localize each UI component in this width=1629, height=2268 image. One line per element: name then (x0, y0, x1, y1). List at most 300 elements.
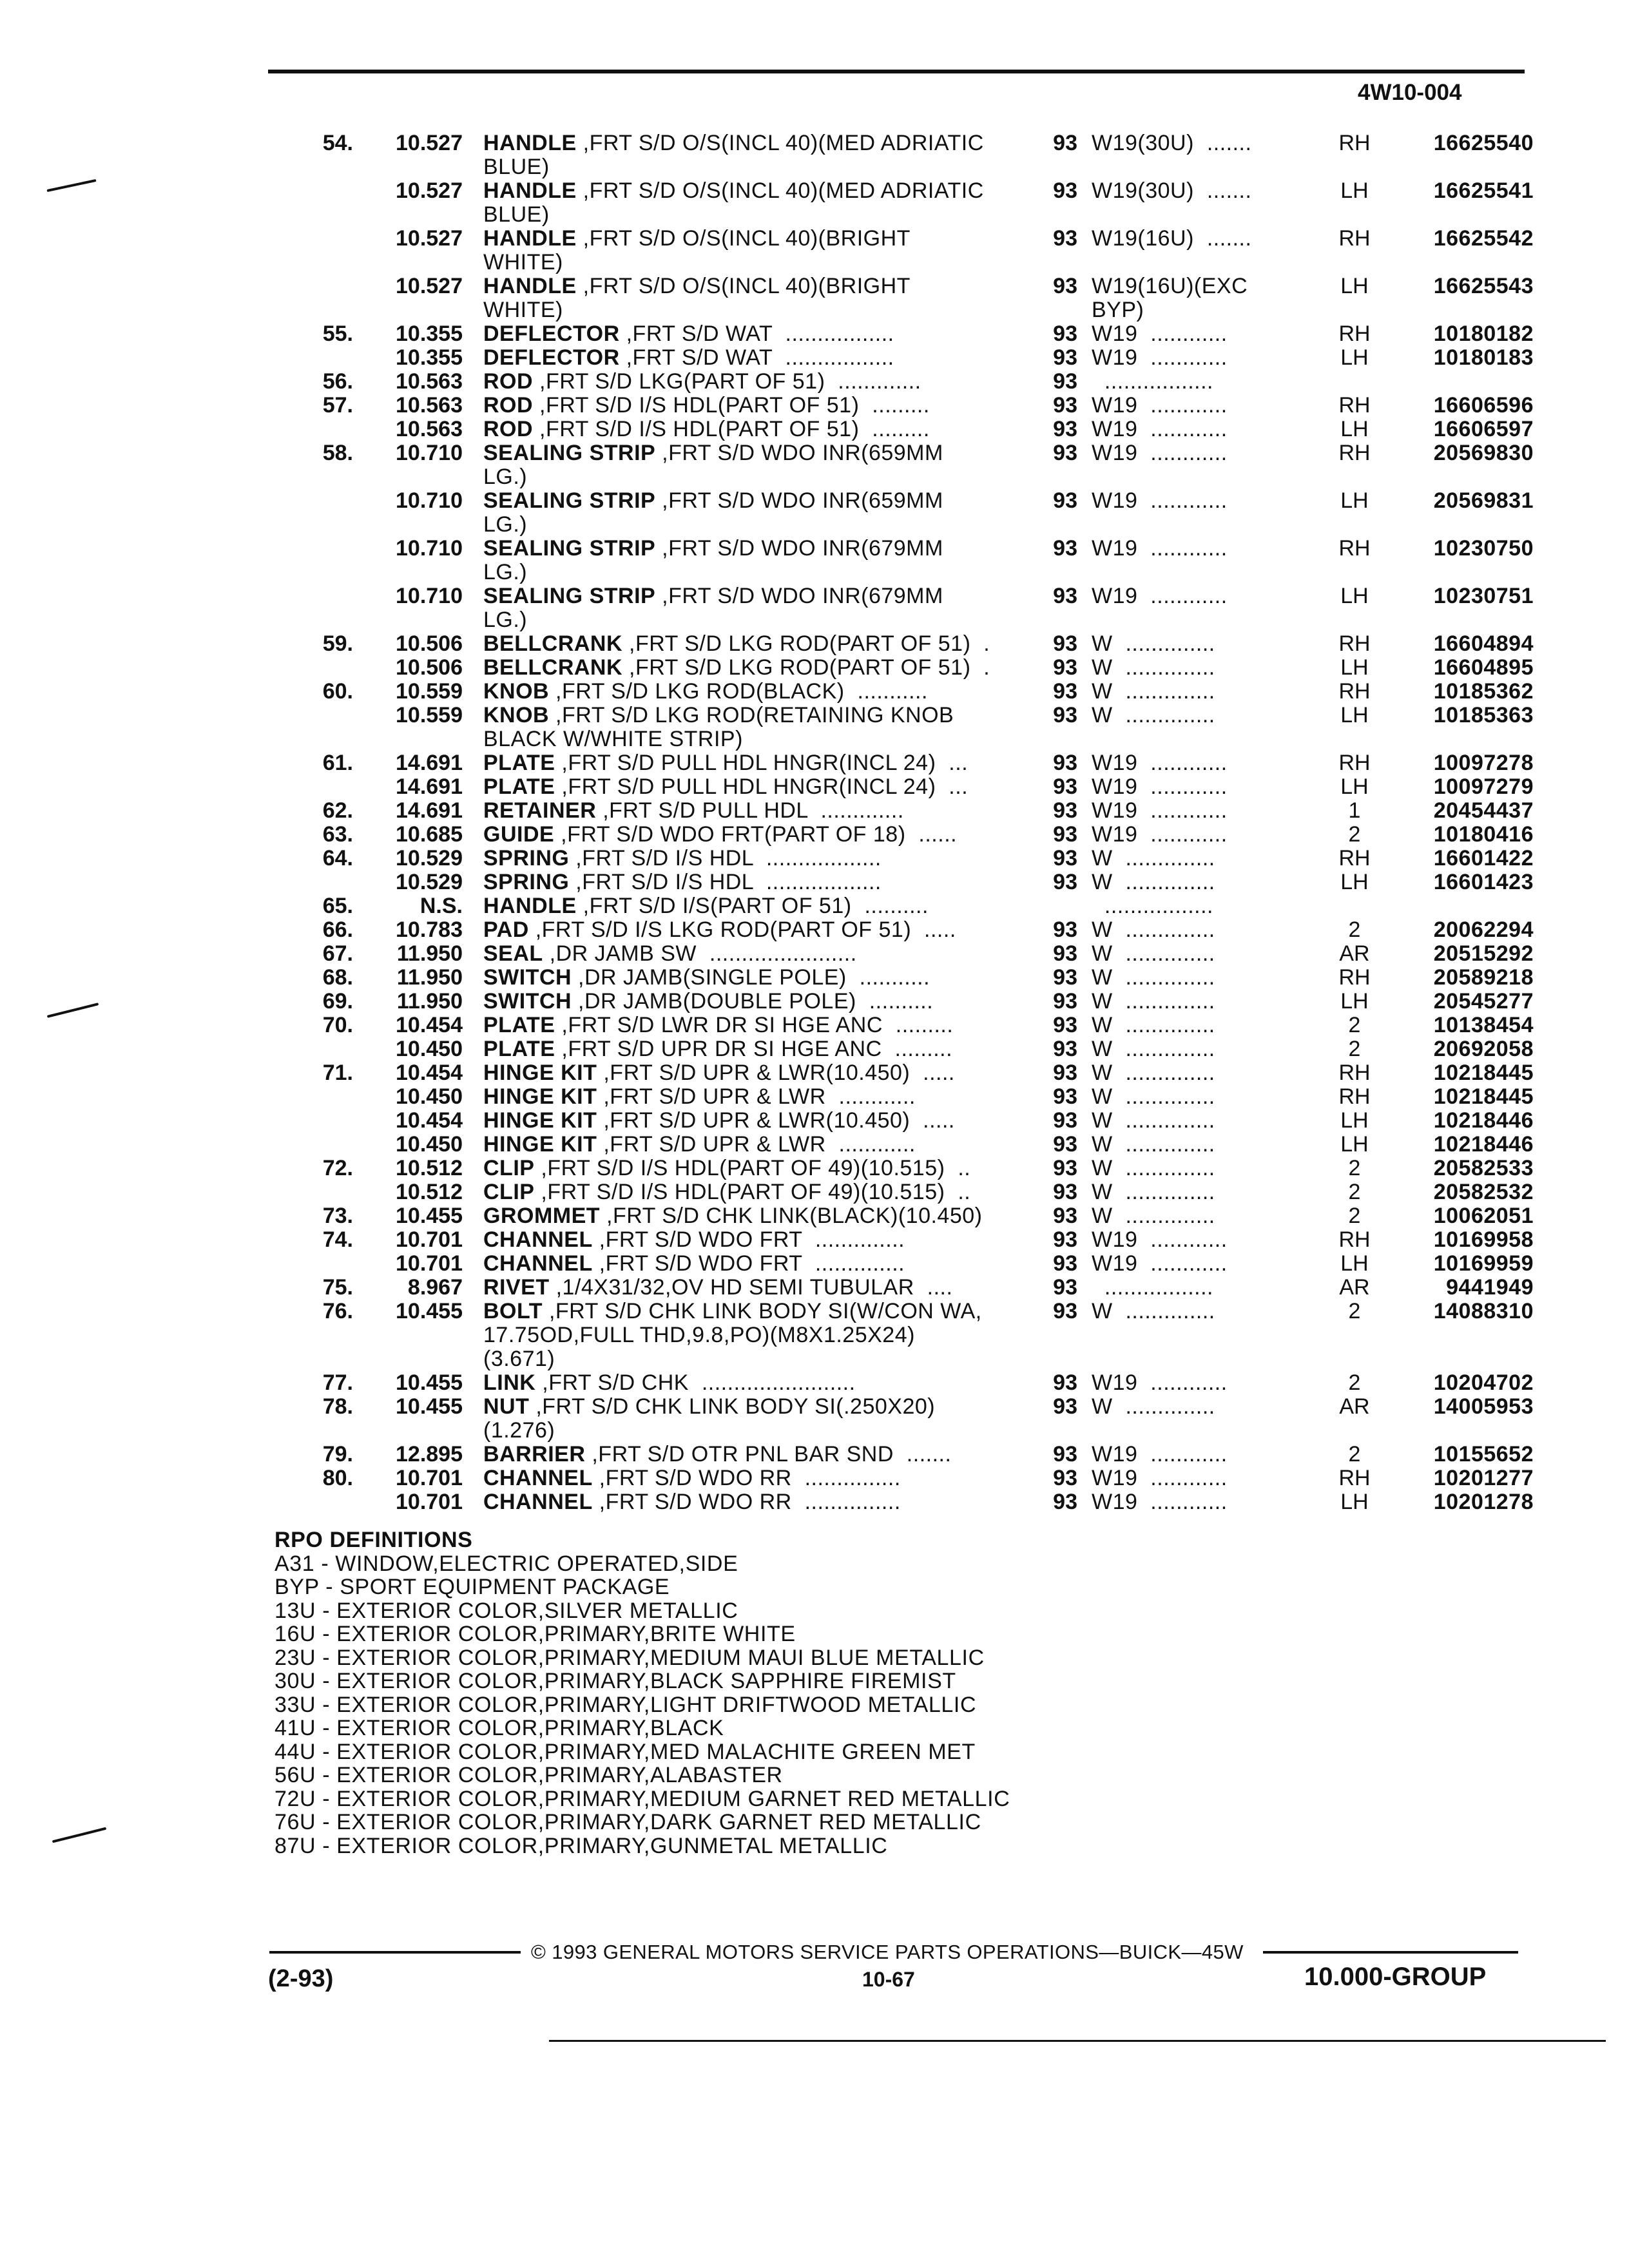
part-detail: ,FRT S/D WDO INR(679MM LG.) (483, 584, 943, 632)
model-year: 93 (1053, 965, 1077, 990)
part-name: BELLCRANK (483, 655, 623, 680)
page-code: 4W10-004 (1358, 80, 1462, 105)
option-code: W19 ............ (1092, 393, 1228, 418)
model-year: 93 (1053, 417, 1077, 441)
part-description (483, 418, 1018, 441)
part-name: SWITCH (483, 989, 572, 1014)
option-code: W .............. (1092, 1013, 1215, 1037)
part-number: 10230751 (1433, 584, 1534, 608)
part-number: 20515292 (1433, 941, 1534, 966)
part-row (258, 1395, 1534, 1443)
part-detail: ,FRT S/D I/S HDL(PART OF 49)(10.515) .. (534, 1180, 971, 1204)
part-name: HANDLE (483, 131, 577, 155)
option-code: W19 ............ (1092, 1490, 1228, 1514)
part-detail: ,FRT S/D WDO FRT(PART OF 18) ...... (554, 822, 958, 847)
option-code: W19(16U)(EXC BYP) (1092, 274, 1248, 322)
part-row (258, 370, 1534, 394)
part-number: 10204702 (1433, 1370, 1534, 1395)
part-name: BARRIER (483, 1442, 586, 1466)
option-code: W .............. (1092, 1037, 1215, 1061)
model-year: 93 (1053, 822, 1077, 847)
quantity-side: RH (1338, 846, 1371, 870)
part-row (258, 394, 1534, 418)
option-code: W19 ............ (1092, 1251, 1228, 1276)
part-description (483, 704, 1018, 751)
part-name: KNOB (483, 679, 550, 704)
fig-number: 79. (322, 1442, 353, 1466)
footer-rule-right (1263, 1951, 1518, 1954)
option-code: W19 ............ (1092, 584, 1228, 608)
part-row (258, 656, 1534, 680)
part-name: ROD (483, 393, 534, 418)
rpo-item: BYP - SPORT EQUIPMENT PACKAGE (275, 1575, 670, 1599)
group-number: 10.701 (396, 1490, 463, 1514)
quantity-side: RH (1338, 751, 1371, 775)
part-description (483, 370, 1018, 394)
part-name: PAD (483, 918, 529, 942)
rpo-item: 44U - EXTERIOR COLOR,PRIMARY,MED MALACHITE GREEN MET (275, 1739, 976, 1764)
part-detail: ,FRT S/D CHK LINK BODY SI(.250X20) (1.276) (483, 1394, 936, 1443)
quantity-side: 2 (1348, 1442, 1361, 1466)
fig-number: 58. (322, 441, 353, 465)
model-year: 93 (1053, 584, 1077, 608)
model-year: 93 (1053, 274, 1077, 298)
part-name: KNOB (483, 703, 550, 727)
part-detail: ,FRT S/D CHK LINK(BLACK)(10.450) (600, 1204, 983, 1228)
part-description (483, 179, 1018, 227)
part-detail: ,FRT S/D WAT ................. (619, 322, 894, 346)
rpo-item: A31 - WINDOW,ELECTRIC OPERATED,SIDE (275, 1551, 738, 1576)
fig-number: 77. (322, 1370, 353, 1395)
rpo-item: 87U - EXTERIOR COLOR,PRIMARY,GUNMETAL METALLIC (275, 1833, 888, 1858)
quantity-side: RH (1338, 226, 1371, 251)
part-name: HINGE KIT (483, 1132, 597, 1157)
group-number: 12.895 (396, 1442, 463, 1466)
quantity-side: AR (1339, 1275, 1370, 1300)
quantity-side: LH (1340, 345, 1369, 370)
part-row (258, 274, 1534, 322)
part-detail: ,FRT S/D O/S(INCL 40)(BRIGHT WHITE) (483, 274, 911, 322)
part-name: DEFLECTOR (483, 345, 620, 370)
part-number: 14005953 (1433, 1394, 1534, 1419)
option-code: W .............. (1092, 1394, 1215, 1419)
part-row (258, 441, 1534, 489)
group-number: 8.967 (407, 1275, 463, 1300)
model-year: 93 (1053, 846, 1077, 870)
fig-number: 63. (322, 822, 353, 847)
group-number: 11.950 (396, 965, 463, 990)
option-code: W19 ............ (1092, 488, 1228, 513)
part-description (483, 799, 1018, 823)
group-number: 10.527 (396, 131, 463, 155)
option-code: W .............. (1092, 1084, 1215, 1109)
part-detail: ,FRT S/D O/S(INCL 40)(MED ADRIATIC BLUE) (483, 131, 984, 179)
quantity-side: RH (1338, 1227, 1371, 1252)
group-number: 10.701 (396, 1466, 463, 1490)
part-row (258, 847, 1534, 870)
part-number: 16606597 (1433, 417, 1534, 441)
fig-number: 65. (322, 894, 353, 918)
date-code: (2-93) (268, 1965, 334, 1992)
part-row (258, 966, 1534, 990)
quantity-side: AR (1339, 1394, 1370, 1419)
model-year: 93 (1053, 679, 1077, 704)
part-description (483, 274, 1018, 322)
model-year: 93 (1053, 918, 1077, 942)
model-year: 93 (1053, 393, 1077, 418)
part-description (483, 656, 1018, 680)
part-number: 10062051 (1433, 1204, 1534, 1228)
option-code: W19 ............ (1092, 441, 1228, 465)
rpo-item: 30U - EXTERIOR COLOR,PRIMARY,BLACK SAPPHIRE FIREMIST (275, 1669, 956, 1693)
part-row (258, 1443, 1534, 1466)
rpo-item: 23U - EXTERIOR COLOR,PRIMARY,MEDIUM MAUI BLUE METALLIC (275, 1645, 985, 1670)
part-description (483, 870, 1018, 894)
fig-number: 67. (322, 941, 353, 966)
fig-number: 68. (322, 965, 353, 990)
part-row (258, 1109, 1534, 1133)
part-row (258, 1371, 1534, 1395)
fig-number: 74. (322, 1227, 353, 1252)
option-code: W19 ............ (1092, 1370, 1228, 1395)
part-name: BELLCRANK (483, 631, 623, 656)
part-description (483, 584, 1018, 632)
part-row (258, 775, 1534, 799)
option-code: ................. (1092, 369, 1213, 394)
part-name: SWITCH (483, 965, 572, 990)
model-year: 93 (1053, 1180, 1077, 1204)
part-number: 14088310 (1433, 1299, 1534, 1323)
part-row (258, 680, 1534, 704)
model-year: 93 (1053, 1132, 1077, 1157)
part-description (483, 1180, 1018, 1204)
part-name: BOLT (483, 1299, 543, 1323)
part-row (258, 179, 1534, 227)
quantity-side: 2 (1348, 1180, 1361, 1204)
option-code: W19 ............ (1092, 822, 1228, 847)
part-row (258, 1276, 1534, 1300)
rpo-item: 76U - EXTERIOR COLOR,PRIMARY,DARK GARNET RED METALLIC (275, 1810, 981, 1834)
model-year: 93 (1053, 1490, 1077, 1514)
quantity-side: RH (1338, 536, 1371, 561)
part-detail: ,FRT S/D UPR & LWR(10.450) ..... (597, 1108, 955, 1133)
part-name: CHANNEL (483, 1227, 593, 1252)
option-code: W19 ............ (1092, 751, 1228, 775)
part-number: 20454437 (1433, 798, 1534, 823)
group-number: 10.710 (396, 488, 463, 513)
fig-number: 71. (322, 1061, 353, 1085)
part-row (258, 1157, 1534, 1180)
fig-number: 59. (322, 631, 353, 656)
part-number: 10097278 (1433, 751, 1534, 775)
part-number: 20582532 (1433, 1180, 1534, 1204)
group-number: 10.455 (396, 1370, 463, 1395)
model-year: 93 (1053, 751, 1077, 775)
option-code: W .............. (1092, 941, 1215, 966)
option-code: W19 ............ (1092, 1466, 1228, 1490)
quantity-side: RH (1338, 393, 1371, 418)
part-number: 20062294 (1433, 918, 1534, 942)
model-year: 93 (1053, 631, 1077, 656)
part-name: SPRING (483, 870, 570, 894)
part-description (483, 537, 1018, 584)
part-row (258, 799, 1534, 823)
group-number: 10.710 (396, 584, 463, 608)
part-row (258, 1061, 1534, 1085)
rpo-item: 16U - EXTERIOR COLOR,PRIMARY,BRITE WHITE (275, 1622, 796, 1646)
part-description (483, 1252, 1018, 1276)
option-code: W19 ............ (1092, 774, 1228, 799)
quantity-side: 2 (1348, 1204, 1361, 1228)
part-detail: ,FRT S/D WDO FRT .............. (592, 1227, 905, 1252)
footer-rule-left (269, 1951, 521, 1954)
part-number: 16625542 (1433, 226, 1534, 251)
option-code: W .............. (1092, 1299, 1215, 1323)
part-number: 9441949 (1446, 1275, 1534, 1300)
option-code: W .............. (1092, 965, 1215, 990)
part-number: 16604895 (1433, 655, 1534, 680)
rpo-definitions (275, 1528, 1010, 1858)
quantity-side: LH (1340, 1251, 1369, 1276)
model-year: 93 (1053, 798, 1077, 823)
option-code: W .............. (1092, 655, 1215, 680)
part-row (258, 990, 1534, 1014)
part-name: PLATE (483, 774, 555, 799)
part-description (483, 966, 1018, 990)
part-name: CHANNEL (483, 1251, 593, 1276)
group-number: 10.506 (396, 655, 463, 680)
part-row (258, 1300, 1534, 1371)
quantity-side: RH (1338, 631, 1371, 656)
quantity-side: 1 (1348, 798, 1361, 823)
part-detail: ,FRT S/D WDO RR ............... (592, 1490, 901, 1514)
model-year: 93 (1053, 870, 1077, 894)
part-row (258, 1085, 1534, 1109)
margin-mark (46, 179, 96, 192)
rpo-item: 13U - EXTERIOR COLOR,SILVER METALLIC (275, 1598, 738, 1623)
option-code: W .............. (1092, 989, 1215, 1014)
quantity-side: LH (1340, 584, 1369, 608)
part-name: SEAL (483, 941, 543, 966)
part-description (483, 1085, 1018, 1109)
fig-number: 76. (322, 1299, 353, 1323)
part-detail: ,FRT S/D OTR PNL BAR SND ....... (585, 1442, 952, 1466)
group-number: 10.512 (396, 1156, 463, 1180)
margin-mark (47, 1003, 99, 1018)
group-number: 14.691 (396, 798, 463, 823)
part-description (483, 441, 1018, 489)
option-code: W .............. (1092, 1132, 1215, 1157)
model-year: 93 (1053, 1204, 1077, 1228)
fig-number: 75. (322, 1275, 353, 1300)
option-code: W .............. (1092, 703, 1215, 727)
part-detail: ,FRT S/D WDO RR ............... (592, 1466, 901, 1490)
part-detail: ,FRT S/D I/S HDL(PART OF 49)(10.515) .. (534, 1156, 971, 1180)
part-description (483, 1037, 1018, 1061)
part-number: 10138454 (1433, 1013, 1534, 1037)
part-row (258, 1014, 1534, 1037)
part-name: DEFLECTOR (483, 322, 620, 346)
model-year: 93 (1053, 369, 1077, 394)
fig-number: 70. (322, 1013, 353, 1037)
part-description (483, 918, 1018, 942)
model-year: 93 (1053, 1275, 1077, 1300)
rpo-title: RPO DEFINITIONS (275, 1528, 473, 1552)
group-number: 14.691 (396, 751, 463, 775)
part-description (483, 775, 1018, 799)
group-number: 10.506 (396, 631, 463, 656)
part-description (483, 680, 1018, 704)
model-year: 93 (1053, 1084, 1077, 1109)
part-name: HANDLE (483, 178, 577, 203)
group-number: 10.355 (396, 345, 463, 370)
part-description (483, 1276, 1018, 1300)
rpo-item: 41U - EXTERIOR COLOR,PRIMARY,BLACK (275, 1716, 724, 1740)
quantity-side: 2 (1348, 1037, 1361, 1061)
quantity-side: RH (1338, 131, 1371, 155)
part-detail: ,DR JAMB(SINGLE POLE) ........... (572, 965, 930, 990)
part-number: 10218446 (1433, 1132, 1534, 1157)
part-row (258, 870, 1534, 894)
part-row (258, 418, 1534, 441)
option-code: W19(30U) ....... (1092, 178, 1252, 203)
option-code: ................. (1092, 1275, 1213, 1300)
part-row (258, 918, 1534, 942)
rpo-item: 72U - EXTERIOR COLOR,PRIMARY,MEDIUM GARNET RED METALLIC (275, 1786, 1010, 1811)
part-name: HANDLE (483, 274, 577, 298)
fig-number: 55. (322, 322, 353, 346)
group-number: 10.563 (396, 417, 463, 441)
quantity-side: RH (1338, 679, 1371, 704)
quantity-side: LH (1340, 274, 1369, 298)
option-code: W19 ............ (1092, 345, 1228, 370)
part-description (483, 1371, 1018, 1395)
part-detail: ,FRT S/D O/S(INCL 40)(BRIGHT WHITE) (483, 226, 911, 274)
part-name: HANDLE (483, 226, 577, 251)
group-number: 10.450 (396, 1037, 463, 1061)
model-year: 93 (1053, 1013, 1077, 1037)
part-number: 16625540 (1433, 131, 1534, 155)
model-year: 93 (1053, 1108, 1077, 1133)
part-name: SEALING STRIP (483, 441, 656, 465)
part-detail: ,FRT S/D UPR & LWR(10.450) ..... (597, 1061, 955, 1085)
part-description (483, 847, 1018, 870)
part-number: 10218445 (1433, 1084, 1534, 1109)
group-number: N.S. (419, 894, 463, 918)
model-year: 93 (1053, 1227, 1077, 1252)
part-name: HINGE KIT (483, 1108, 597, 1133)
option-code: W19(30U) ....... (1092, 131, 1252, 155)
quantity-side: LH (1340, 870, 1369, 894)
part-name: CLIP (483, 1180, 535, 1204)
part-detail: ,FRT S/D LKG ROD(PART OF 51) . (622, 631, 990, 656)
group-number: 10.710 (396, 536, 463, 561)
group-number: 10.685 (396, 822, 463, 847)
quantity-side: RH (1338, 441, 1371, 465)
part-row (258, 322, 1534, 346)
group-number: 10.455 (396, 1204, 463, 1228)
part-name: SPRING (483, 846, 570, 870)
part-row (258, 584, 1534, 632)
group-number: 11.950 (396, 989, 463, 1014)
part-name: HANDLE (483, 894, 577, 918)
model-year: 93 (1053, 178, 1077, 203)
quantity-side: LH (1340, 1132, 1369, 1157)
option-code: W .............. (1092, 1108, 1215, 1133)
model-year: 93 (1053, 131, 1077, 155)
part-row (258, 704, 1534, 751)
part-detail: ,FRT S/D CHK ........................ (535, 1370, 856, 1395)
fig-number: 66. (322, 918, 353, 942)
part-detail: ,FRT S/D UPR & LWR ............ (597, 1132, 916, 1157)
part-name: SEALING STRIP (483, 536, 656, 561)
option-code: W19 ............ (1092, 536, 1228, 561)
model-year: 93 (1053, 1466, 1077, 1490)
part-number: 16625541 (1433, 178, 1534, 203)
part-number: 10201278 (1433, 1490, 1534, 1514)
part-name: RETAINER (483, 798, 597, 823)
quantity-side: LH (1340, 178, 1369, 203)
part-detail: ,FRT S/D WDO FRT .............. (592, 1251, 905, 1276)
part-number: 16601423 (1433, 870, 1534, 894)
group-number: 10.559 (396, 703, 463, 727)
model-year: 93 (1053, 989, 1077, 1014)
group-number: 10.701 (396, 1227, 463, 1252)
part-number: 20692058 (1433, 1037, 1534, 1061)
part-description (483, 1466, 1018, 1490)
part-description (483, 823, 1018, 847)
quantity-side: LH (1340, 774, 1369, 799)
part-number: 20582533 (1433, 1156, 1534, 1180)
part-description (483, 131, 1018, 179)
part-detail: ,DR JAMB(DOUBLE POLE) .......... (572, 989, 934, 1014)
part-row (258, 1133, 1534, 1157)
part-detail: ,FRT S/D PULL HDL HNGR(INCL 24) ... (555, 774, 969, 799)
part-number: 20545277 (1433, 989, 1534, 1014)
option-code: W19 ............ (1092, 798, 1228, 823)
quantity-side: 2 (1348, 1013, 1361, 1037)
quantity-side: LH (1340, 488, 1369, 513)
option-code: ................. (1092, 894, 1213, 918)
group-number: 10.710 (396, 441, 463, 465)
option-code: W19(16U) ....... (1092, 226, 1252, 251)
part-number: 20589218 (1433, 965, 1534, 990)
part-detail: ,FRT S/D CHK LINK BODY SI(W/CON WA, 17.75OD,FULL THD,9.8,PO)(M8X1.25X24) (3.671) (483, 1299, 982, 1371)
model-year: 93 (1053, 345, 1077, 370)
part-description (483, 227, 1018, 274)
option-code: W .............. (1092, 679, 1215, 704)
part-name: SEALING STRIP (483, 488, 656, 513)
part-detail: ,FRT S/D PULL HDL HNGR(INCL 24) ... (555, 751, 969, 775)
part-name: HINGE KIT (483, 1061, 597, 1085)
part-detail: ,FRT S/D PULL HDL ............. (596, 798, 904, 823)
fig-number: 72. (322, 1156, 353, 1180)
part-row (258, 1037, 1534, 1061)
part-description (483, 1109, 1018, 1133)
fig-number: 54. (322, 131, 353, 155)
group-number: 10.563 (396, 369, 463, 394)
quantity-side: RH (1338, 1466, 1371, 1490)
part-name: PLATE (483, 1013, 555, 1037)
quantity-side: RH (1338, 965, 1371, 990)
part-detail: ,FRT S/D LKG(PART OF 51) ............. (533, 369, 921, 394)
model-year: 93 (1053, 1299, 1077, 1323)
group-number: 10.450 (396, 1084, 463, 1109)
part-row (258, 823, 1534, 847)
part-number: 10169958 (1433, 1227, 1534, 1252)
quantity-side: LH (1340, 1490, 1369, 1514)
part-row (258, 1252, 1534, 1276)
